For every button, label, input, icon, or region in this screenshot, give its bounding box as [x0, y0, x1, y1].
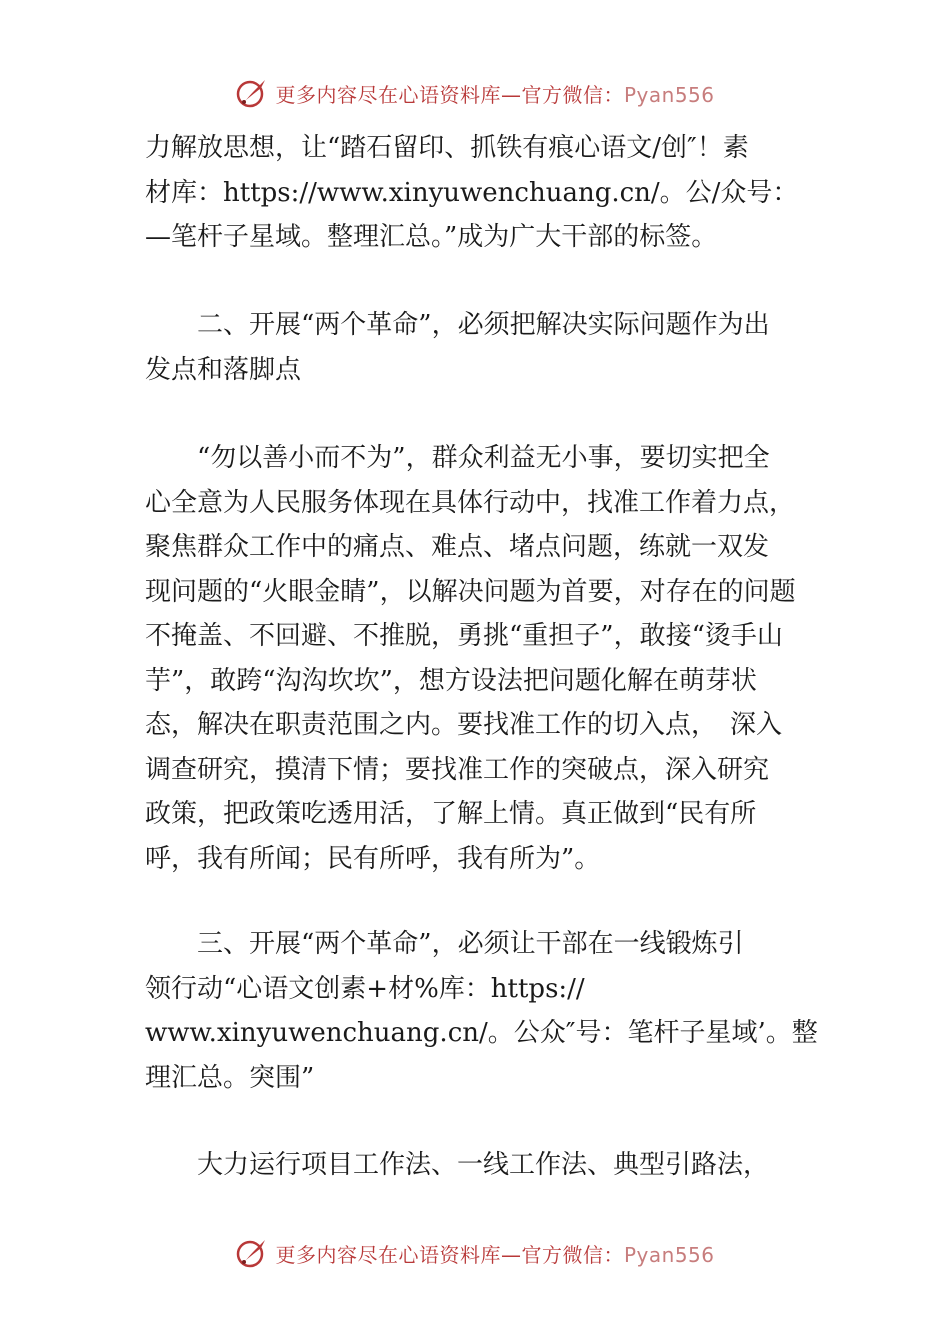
banner-text: 更多内容尽在心语资料库—官方微信：Pyan556	[275, 1242, 715, 1267]
text-line: 不掩盖、不回避、不推脱，勇挑“重担子”，敢接“烫手山	[145, 621, 783, 651]
quill-pen-logo-icon	[235, 76, 269, 110]
paragraph-1	[145, 126, 825, 260]
text-line: 心全意为人民服务体现在具体行动中，找准工作着力点，	[145, 487, 796, 518]
quill-pen-logo-icon	[235, 1236, 269, 1270]
text-line: 领行动“心语文创素+材%库：https://	[145, 973, 585, 1004]
text-line: 呼，我有所闻；民有所呼，我有所为”。	[145, 843, 601, 874]
section-heading-2	[145, 303, 825, 392]
text-line: 发点和落脚点	[145, 354, 302, 385]
section-heading-3	[145, 922, 825, 1100]
text-line: 调查研究，摸清下情；要找准工作的突破点，深入研究	[145, 754, 770, 785]
paragraph-3	[145, 1143, 825, 1188]
wechat-id: Pyan556	[623, 82, 715, 107]
wechat-id: Pyan556	[623, 1242, 715, 1267]
footer-watermark-banner	[0, 1233, 950, 1273]
text-line: 态，解决在职责范围之内。要找准工作的切入点， 深入	[145, 710, 783, 740]
text-line: 力解放思想，让“踏石留印、抓铁有痕心语文/创″！素	[145, 133, 749, 163]
text-line: 三、开展“两个革命”，必须让干部在一线锻炼引	[145, 929, 744, 959]
text-line: 二、开展“两个革命”，必须把解决实际问题作为出	[145, 310, 770, 340]
text-line: 理汇总。突围”	[145, 1062, 315, 1093]
text-line: 材库：https://www.xinyuwenchuang.cn/。公/众号：	[145, 177, 799, 208]
text-line: 大力运行项目工作法、一线工作法、典型引路法，	[145, 1150, 770, 1180]
text-line: 聚焦群众工作中的痛点、难点、堵点问题，练就一双发	[145, 532, 770, 562]
text-line: 现问题的“火眼金睛”，以解决问题为首要，对存在的问题	[145, 576, 796, 607]
text-line: —笔杆子星域。整理汇总。”成为广大干部的标签。	[145, 222, 718, 252]
banner-text: 更多内容尽在心语资料库—官方微信：Pyan556	[275, 82, 715, 107]
header-watermark-banner	[0, 73, 950, 113]
text-line: 芋”，敢跨“沟沟坎坎”，想方设法把问题化解在萌芽状	[145, 665, 757, 696]
text-line: “勿以善小而不为”，群众利益无小事，要切实把全	[145, 443, 770, 473]
paragraph-2	[145, 436, 825, 881]
text-line: www.xinyuwenchuang.cn/。公众″号：笔杆子星域’。整	[145, 1018, 818, 1048]
text-line: 政策，把政策吃透用活，了解上情。真正做到“民有所	[145, 799, 757, 829]
